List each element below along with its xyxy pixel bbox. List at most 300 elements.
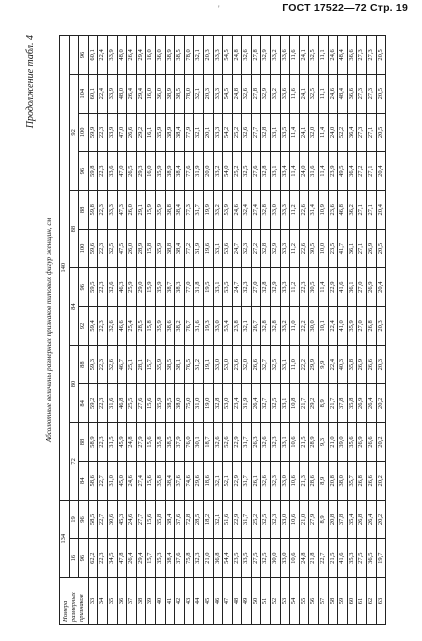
table-cell: 10,6 xyxy=(290,461,300,500)
table-cell: 24,1 xyxy=(299,36,309,75)
table-cell: 33,3 xyxy=(280,268,290,307)
table-cell: 36,2 xyxy=(347,190,357,229)
table-cell: 38,3 xyxy=(175,268,185,307)
table-cell: 26,6 xyxy=(367,423,377,462)
table-cell: 22,9 xyxy=(232,423,242,462)
table-cell: 46,3 xyxy=(117,268,127,307)
table-cell: 58,6 xyxy=(88,461,98,500)
table-cell: 35,9 xyxy=(155,268,165,307)
table-cell: 32,1 xyxy=(194,36,204,75)
table-cell: 31,8 xyxy=(194,268,204,307)
table-cell: 33,2 xyxy=(271,74,281,113)
table-cell: 38,0 xyxy=(175,384,185,423)
table-cell: 15,6 xyxy=(146,500,156,539)
table-cell: 59,4 xyxy=(88,307,98,346)
table-cell: 27,7 xyxy=(251,113,261,152)
table-cell: 27,5 xyxy=(251,539,261,578)
table-cell: 38,9 xyxy=(165,74,175,113)
table-row xyxy=(203,36,213,625)
table-cell: 31,7 xyxy=(242,500,252,539)
table-cell: 39,0 xyxy=(338,423,348,462)
table-cell: 31,9 xyxy=(194,229,204,268)
table-cell: 33,2 xyxy=(280,307,290,346)
table-cell: 24,8 xyxy=(232,74,242,113)
table-cell: 27,1 xyxy=(357,190,367,229)
table-cell: 22,2 xyxy=(299,307,309,346)
table-cell: 33,0 xyxy=(271,190,281,229)
table-cell: 47,3 xyxy=(117,190,127,229)
row-number: 43 xyxy=(184,578,194,625)
table-cell: 22,9 xyxy=(232,500,242,539)
table-cell: 24,8 xyxy=(232,36,242,75)
table-cell: 36,0 xyxy=(155,74,165,113)
table-cell: 27,9 xyxy=(136,423,146,462)
row-label-header: Номера размерных признаков xyxy=(60,578,89,625)
table-cell: 15,6 xyxy=(146,384,156,423)
table-cell: 22,3 xyxy=(98,384,108,423)
table-cell: 32,7 xyxy=(261,384,271,423)
column-key-7: 96 xyxy=(79,268,89,307)
table-cell: 22,7 xyxy=(98,500,108,539)
table-cell: 22,3 xyxy=(299,268,309,307)
table-row xyxy=(251,36,261,625)
table-cell: 26,9 xyxy=(357,384,367,423)
table-cell: 22,4 xyxy=(328,345,338,384)
table-cell: 36,6 xyxy=(347,36,357,75)
table-cell: 33,0 xyxy=(213,345,223,384)
table-cell: 38,9 xyxy=(165,152,175,191)
table-cell: 38,2 xyxy=(175,307,185,346)
table-cell: 38,7 xyxy=(165,268,175,307)
table-cell: 20,5 xyxy=(376,36,386,75)
table-cell: 35,8 xyxy=(155,500,165,539)
table-cell: 18,7 xyxy=(203,423,213,462)
table-cell: 26,8 xyxy=(357,461,367,500)
table-cell: 32,6 xyxy=(261,461,271,500)
table-cell: 27,1 xyxy=(367,113,377,152)
table-cell: 22,4 xyxy=(328,307,338,346)
table-cell: 31,0 xyxy=(107,461,117,500)
table-cell: 59,8 xyxy=(88,152,98,191)
table-cell: 24,0 xyxy=(328,113,338,152)
table-cell: 28,6 xyxy=(309,461,319,500)
table-cell: 58,9 xyxy=(88,423,98,462)
table-cell: 15,8 xyxy=(146,229,156,268)
table-cell: 23,9 xyxy=(328,152,338,191)
table-cell: 31,4 xyxy=(309,190,319,229)
table-row xyxy=(309,36,319,625)
table-cell: 22,3 xyxy=(98,345,108,384)
table-cell: 33,3 xyxy=(280,229,290,268)
table-cell: 31,9 xyxy=(194,152,204,191)
table-row xyxy=(271,36,281,625)
table-cell: 20,5 xyxy=(376,229,386,268)
table-cell: 25,5 xyxy=(127,384,137,423)
table-cell: 22,7 xyxy=(319,539,329,578)
row-number: 62 xyxy=(367,578,377,625)
table-cell: 20,5 xyxy=(376,74,386,113)
table-cell: 48,4 xyxy=(338,36,348,75)
row-number: 56 xyxy=(309,578,319,625)
table-cell: 26,7 xyxy=(251,307,261,346)
table-cell: 30,1 xyxy=(194,423,204,462)
table-row xyxy=(165,36,175,625)
table-cell: 35,8 xyxy=(347,345,357,384)
table-cell: 29,6 xyxy=(194,461,204,500)
table-cell: 22,3 xyxy=(98,307,108,346)
table-cell: 21,0 xyxy=(299,500,309,539)
table-cell: 32,6 xyxy=(213,423,223,462)
table-cell: 16,1 xyxy=(146,113,156,152)
table-cell: 31,5 xyxy=(107,423,117,462)
row-number: 38 xyxy=(136,578,146,625)
row-number: 52 xyxy=(271,578,281,625)
table-cell: 34,5 xyxy=(107,539,117,578)
table-cell: 35,6 xyxy=(347,423,357,462)
table-continuation-label: Продолжение табл. 4 xyxy=(25,35,36,129)
table-cell: 59,8 xyxy=(88,190,98,229)
table-cell: 27,9 xyxy=(309,500,319,539)
header-group-134: 134 xyxy=(60,500,70,577)
table-cell: 31,0 xyxy=(194,384,204,423)
table-cell: 33,9 xyxy=(107,74,117,113)
table-cell: 53,4 xyxy=(223,307,233,346)
table-cell: 27,4 xyxy=(251,190,261,229)
table-cell: 32,5 xyxy=(309,36,319,75)
table-cell: 32,8 xyxy=(213,384,223,423)
table-cell: 21,0 xyxy=(203,539,213,578)
table-cell: 20,3 xyxy=(376,345,386,384)
table-cell: 78,0 xyxy=(184,36,194,75)
table-cell: 26,0 xyxy=(127,229,137,268)
header-height-92: 92 xyxy=(69,74,79,190)
table-cell: 38,9 xyxy=(165,36,175,75)
table-cell: 36,8 xyxy=(213,539,223,578)
table-cell: 35,9 xyxy=(155,190,165,229)
table-cell: 46,8 xyxy=(117,384,127,423)
table-cell: 10,8 xyxy=(290,384,300,423)
row-number: 54 xyxy=(290,578,300,625)
table-cell: 54,4 xyxy=(223,539,233,578)
table-cell: 22,2 xyxy=(299,345,309,384)
table-cell: 32,4 xyxy=(242,190,252,229)
table-cell: 26,4 xyxy=(127,36,137,75)
table-row xyxy=(357,36,367,625)
row-number: 33 xyxy=(88,578,98,625)
table-cell: 33,3 xyxy=(107,190,117,229)
table-cell: 26,6 xyxy=(251,345,261,384)
table-row xyxy=(367,36,377,625)
table-cell: 9,9 xyxy=(319,345,329,384)
table-cell: 32,6 xyxy=(261,423,271,462)
table-cell: 35,8 xyxy=(347,384,357,423)
table-cell: 20,2 xyxy=(376,461,386,500)
table-cell: 35,9 xyxy=(155,307,165,346)
table-cell: 26,9 xyxy=(357,423,367,462)
table-cell: 38,1 xyxy=(175,345,185,384)
column-key-5: 88 xyxy=(79,345,89,384)
table-cell: 24,7 xyxy=(232,268,242,307)
table-cell: 35,8 xyxy=(155,423,165,462)
table-cell: 32,8 xyxy=(271,307,281,346)
measurements-table xyxy=(59,35,386,625)
table-cell: 26,4 xyxy=(251,384,261,423)
table-cell: 22,4 xyxy=(98,74,108,113)
table-cell: 32,9 xyxy=(271,229,281,268)
table-cell: 37,8 xyxy=(338,384,348,423)
table-cell: 45,0 xyxy=(117,461,127,500)
table-row xyxy=(107,36,117,625)
table-cell: 32,3 xyxy=(242,229,252,268)
table-row xyxy=(319,36,329,625)
table-cell: 45,9 xyxy=(117,423,127,462)
table-cell: 33,0 xyxy=(280,539,290,578)
table-cell: 77,9 xyxy=(184,113,194,152)
table-cell: 53,0 xyxy=(223,384,233,423)
table-cell: 27,8 xyxy=(251,36,261,75)
table-cell: 21,3 xyxy=(299,461,309,500)
row-number: 51 xyxy=(261,578,271,625)
table-cell: 16,0 xyxy=(146,74,156,113)
table-cell: 27,0 xyxy=(357,268,367,307)
table-row xyxy=(146,36,156,625)
table-cell: 25,9 xyxy=(127,268,137,307)
table-cell: 25,2 xyxy=(232,113,242,152)
table-cell: 32,8 xyxy=(261,229,271,268)
row-number: 41 xyxy=(165,578,175,625)
table-cell: 77,3 xyxy=(184,190,194,229)
table-cell: 27,8 xyxy=(251,74,261,113)
table-cell: 29,4 xyxy=(136,74,146,113)
table-cell: 9,3 xyxy=(319,423,329,462)
table-cell: 22,6 xyxy=(299,190,309,229)
table-cell: 26,9 xyxy=(357,345,367,384)
table-cell: 38,4 xyxy=(175,152,185,191)
table-row xyxy=(223,36,233,625)
table-cell: 29,2 xyxy=(136,113,146,152)
table-cell: 32,3 xyxy=(194,539,204,578)
table-cell: 38,8 xyxy=(165,190,175,229)
table-cell: 22,7 xyxy=(98,461,108,500)
table-cell: 26,9 xyxy=(367,268,377,307)
table-cell: 31,6 xyxy=(107,384,117,423)
column-key-12: 104 xyxy=(79,74,89,113)
table-cell: 36,4 xyxy=(347,152,357,191)
table-cell: 26,6 xyxy=(367,461,377,500)
table-cell: 33,1 xyxy=(280,384,290,423)
table-cell: 11,2 xyxy=(290,190,300,229)
table-cell: 38,5 xyxy=(175,74,185,113)
table-cell: 26,6 xyxy=(127,113,137,152)
table-cell: 27,1 xyxy=(357,229,367,268)
table-row xyxy=(328,36,338,625)
table-cell: 27,3 xyxy=(357,74,367,113)
table-cell: 32,7 xyxy=(261,345,271,384)
table-row xyxy=(175,36,185,625)
table-cell: 32,9 xyxy=(271,268,281,307)
table-cell: 11,6 xyxy=(290,36,300,75)
table-cell: 59,6 xyxy=(88,229,98,268)
table-cell: 24,6 xyxy=(127,461,137,500)
header-blank xyxy=(69,36,79,75)
column-key-13: 96 xyxy=(79,36,89,75)
table-cell: 47,8 xyxy=(117,539,127,578)
row-number: 60 xyxy=(347,578,357,625)
table-cell: 26,6 xyxy=(367,345,377,384)
table-cell: 37,8 xyxy=(338,500,348,539)
table-cell: 27,6 xyxy=(251,152,261,191)
header-height-72: 72 xyxy=(69,423,79,500)
table-cell: 32,6 xyxy=(107,268,117,307)
table-cell: 32,9 xyxy=(261,74,271,113)
table-cell: 31,7 xyxy=(242,461,252,500)
table-cell: 47,0 xyxy=(117,113,127,152)
table-cell: 16,0 xyxy=(146,36,156,75)
table-cell: 36,1 xyxy=(347,268,357,307)
table-row xyxy=(184,36,194,625)
table-cell: 33,5 xyxy=(242,539,252,578)
table-cell: 23,5 xyxy=(328,229,338,268)
table-cell: 53,9 xyxy=(223,190,233,229)
table-cell: 21,8 xyxy=(309,539,319,578)
table-cell: 53,6 xyxy=(223,229,233,268)
table-cell: 21,7 xyxy=(328,384,338,423)
table-cell: 22,3 xyxy=(98,229,108,268)
table-cell: 54,5 xyxy=(223,74,233,113)
table-cell: 24,6 xyxy=(328,74,338,113)
table-cell: 75,8 xyxy=(184,539,194,578)
table-cell: 28,9 xyxy=(309,423,319,462)
row-number: 39 xyxy=(146,578,156,625)
table-cell: 24,1 xyxy=(299,113,309,152)
table-cell: 27,5 xyxy=(357,539,367,578)
row-number: 53 xyxy=(280,578,290,625)
row-number: 59 xyxy=(338,578,348,625)
table-cell: 32,8 xyxy=(261,268,271,307)
table-cell: 32,9 xyxy=(261,36,271,75)
table-cell: 26,8 xyxy=(357,500,367,539)
table-cell: 41,6 xyxy=(338,539,348,578)
table-cell: 33,2 xyxy=(213,152,223,191)
table-cell: 33,1 xyxy=(271,113,281,152)
table-body xyxy=(88,36,385,625)
header-height-88: 88 xyxy=(69,190,79,267)
table-cell: 35,7 xyxy=(347,461,357,500)
table-row xyxy=(127,36,137,625)
table-cell: 19,0 xyxy=(203,384,213,423)
table-cell: 35,9 xyxy=(155,152,165,191)
table-cell: 35,9 xyxy=(347,307,357,346)
table-cell: 33,3 xyxy=(280,190,290,229)
table-cell: 32,1 xyxy=(194,113,204,152)
table-cell: 78,0 xyxy=(184,74,194,113)
table-cell: 33,3 xyxy=(213,74,223,113)
table-cell: 29,4 xyxy=(136,539,146,578)
table-cell: 46,6 xyxy=(117,307,127,346)
table-row xyxy=(290,36,300,625)
table-cell: 32,6 xyxy=(242,113,252,152)
table-cell: 27,3 xyxy=(357,36,367,75)
table-cell: 15,6 xyxy=(146,461,156,500)
table-cell: 27,2 xyxy=(251,229,261,268)
table-cell: 27,6 xyxy=(136,384,146,423)
table-cell: 38,9 xyxy=(165,113,175,152)
table-cell: 28,1 xyxy=(136,345,146,384)
table-cell: 77,0 xyxy=(184,268,194,307)
table-cell: 26,3 xyxy=(251,423,261,462)
table-cell: 33,1 xyxy=(213,229,223,268)
table-cell: 11,6 xyxy=(290,74,300,113)
table-cell: 33,3 xyxy=(213,36,223,75)
table-cell: 20,3 xyxy=(376,307,386,346)
table-cell: 30,5 xyxy=(309,268,319,307)
table-cell: 26,9 xyxy=(367,229,377,268)
table-cell: 22,3 xyxy=(98,268,108,307)
table-cell: 26,4 xyxy=(367,500,377,539)
table-cell: 48,4 xyxy=(338,74,348,113)
table-cell: 36,1 xyxy=(347,229,357,268)
column-key-3: 88 xyxy=(79,423,89,462)
table-cell: 11,4 xyxy=(319,113,329,152)
table-cell: 32,3 xyxy=(242,268,252,307)
table-cell: 59,9 xyxy=(88,113,98,152)
table-cell: 32,3 xyxy=(271,461,281,500)
table-cell: 33,0 xyxy=(213,307,223,346)
table-cell: 31,6 xyxy=(309,152,319,191)
table-cell: 76,0 xyxy=(184,423,194,462)
row-number: 42 xyxy=(175,578,185,625)
table-cell: 25,2 xyxy=(232,152,242,191)
table-cell: 33,4 xyxy=(280,152,290,191)
table-cell: 32,5 xyxy=(309,74,319,113)
row-number: 57 xyxy=(319,578,329,625)
table-cell: 21,0 xyxy=(328,423,338,462)
table-cell: 36,4 xyxy=(347,113,357,152)
table-cell: 20,4 xyxy=(376,152,386,191)
table-cell: 29,0 xyxy=(136,268,146,307)
table-cell: 38,4 xyxy=(165,539,175,578)
table-cell: 35,4 xyxy=(347,500,357,539)
row-number: 63 xyxy=(376,578,386,625)
table-cell: 33,0 xyxy=(280,500,290,539)
table-cell: 15,9 xyxy=(146,190,156,229)
table-row xyxy=(242,36,252,625)
table-cell: 25,4 xyxy=(127,307,137,346)
column-key-11: 100 xyxy=(79,113,89,152)
table-cell: 22,3 xyxy=(98,152,108,191)
column-key-8: 100 xyxy=(79,229,89,268)
row-number: 58 xyxy=(328,578,338,625)
table-cell: 46,8 xyxy=(338,190,348,229)
table-cell: 32,6 xyxy=(242,36,252,75)
table-row xyxy=(117,36,127,625)
table-cell: 19,5 xyxy=(203,268,213,307)
row-number: 40 xyxy=(155,578,165,625)
table-cell: 35,3 xyxy=(155,539,165,578)
table-cell: 53,5 xyxy=(223,268,233,307)
table-cell: 36,0 xyxy=(155,36,165,75)
table-cell: 20,2 xyxy=(376,384,386,423)
table-cell: 15,7 xyxy=(146,539,156,578)
table-cell: 54,0 xyxy=(223,152,233,191)
table-cell: 27,7 xyxy=(136,500,146,539)
table-cell: 33,5 xyxy=(280,113,290,152)
table-cell: 41,6 xyxy=(338,268,348,307)
table-cell: 20,3 xyxy=(203,74,213,113)
table-cell: 21,5 xyxy=(328,539,338,578)
table-cell: 24,7 xyxy=(232,229,242,268)
table-cell: 25,1 xyxy=(127,345,137,384)
